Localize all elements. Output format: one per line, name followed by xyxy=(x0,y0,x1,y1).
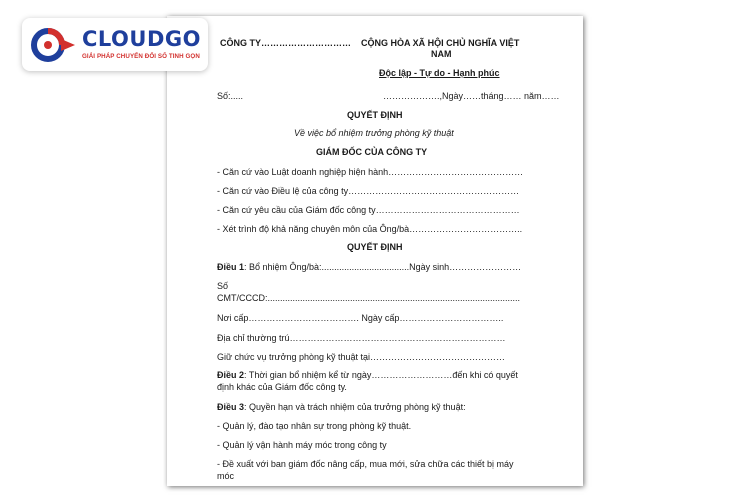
basis-item: - Căn cứ vào Điều lệ của công ty………………………………………………… xyxy=(217,186,520,196)
article-2 xyxy=(217,370,518,381)
article-2-text: : Thời gian bổ nhiệm kể từ ngày………………………đến khi có quyết xyxy=(244,370,518,380)
basis-item: - Xét trình độ khả năng chuyên môn của Ông/bà……………………………….. xyxy=(217,224,523,234)
republic-line-1: CỘNG HÒA XÃ HỘI CHỦ NGHĨA VIỆT xyxy=(361,38,520,48)
basis-item: - Căn cứ vào Luật doanh nghiệp hiện hành……………………………………… xyxy=(217,167,524,177)
decision-title-1: QUYẾT ĐỊNH xyxy=(347,110,403,120)
decision-title-2: QUYẾT ĐỊNH xyxy=(347,242,403,252)
id-card-line: CMT/CCCD:..................................................................................................... xyxy=(217,293,521,303)
director-heading: GIÁM ĐỐC CỦA CÔNG TY xyxy=(316,147,428,157)
position-line: Giữ chức vụ trưởng phòng kỹ thuật tại……………………………………… xyxy=(217,352,506,362)
document-number: Số:..... xyxy=(217,91,244,101)
decision-subject: Về việc bổ nhiệm trưởng phòng kỹ thuật xyxy=(294,128,454,138)
basis-item: - Căn cứ yêu cầu của Giám đốc công ty………………………………………… xyxy=(217,205,520,215)
article-2-label: Điều 2 xyxy=(217,370,245,380)
motto: Độc lập - Tự do - Hạnh phúc xyxy=(379,68,500,78)
issue-place-line: Nơi cấp………………………………. Ngày cấp…………………………….. xyxy=(217,313,504,323)
article-3-text: : Quyền hạn và trách nhiệm của trưởng phòng kỹ thuật: xyxy=(244,402,466,412)
duty-item: - Quản lý, đào tạo nhân sự trong phòng kỹ thuật. xyxy=(217,421,412,431)
article-3-label: Điều 3 xyxy=(217,402,245,412)
article-1-text: : Bổ nhiệm Ông/bà:...................................Ngày sinh…………………… xyxy=(244,262,522,272)
article-2-continuation: định khác của Giám đốc công ty. xyxy=(217,382,347,392)
company-line: CÔNG TY………………………… xyxy=(220,38,352,48)
logo-tagline: GIẢI PHÁP CHUYỂN ĐỔI SỐ TINH GỌN xyxy=(82,53,200,60)
cloudgo-logo-icon xyxy=(31,28,77,62)
address-line: Địa chỉ thường trú……………………………………………………………… xyxy=(217,333,506,343)
document-page xyxy=(167,16,583,486)
document-date: ……………….,Ngày……tháng…… năm…… xyxy=(383,91,560,101)
cloudgo-logo xyxy=(22,18,208,71)
duty-item-continuation: móc xyxy=(217,471,235,481)
article-1-label: Điều 1 xyxy=(217,262,245,272)
id-number-label: Số xyxy=(217,281,229,291)
republic-line-2: NAM xyxy=(431,49,452,59)
duty-item: - Quản lý vận hành máy móc trong công ty xyxy=(217,440,387,450)
logo-brand-text: CLOUDGO xyxy=(82,27,201,51)
article-1 xyxy=(217,262,521,273)
duty-item: - Đề xuất với ban giám đốc nâng cấp, mua mới, sửa chữa các thiết bị máy xyxy=(217,459,514,469)
article-3 xyxy=(217,402,466,413)
